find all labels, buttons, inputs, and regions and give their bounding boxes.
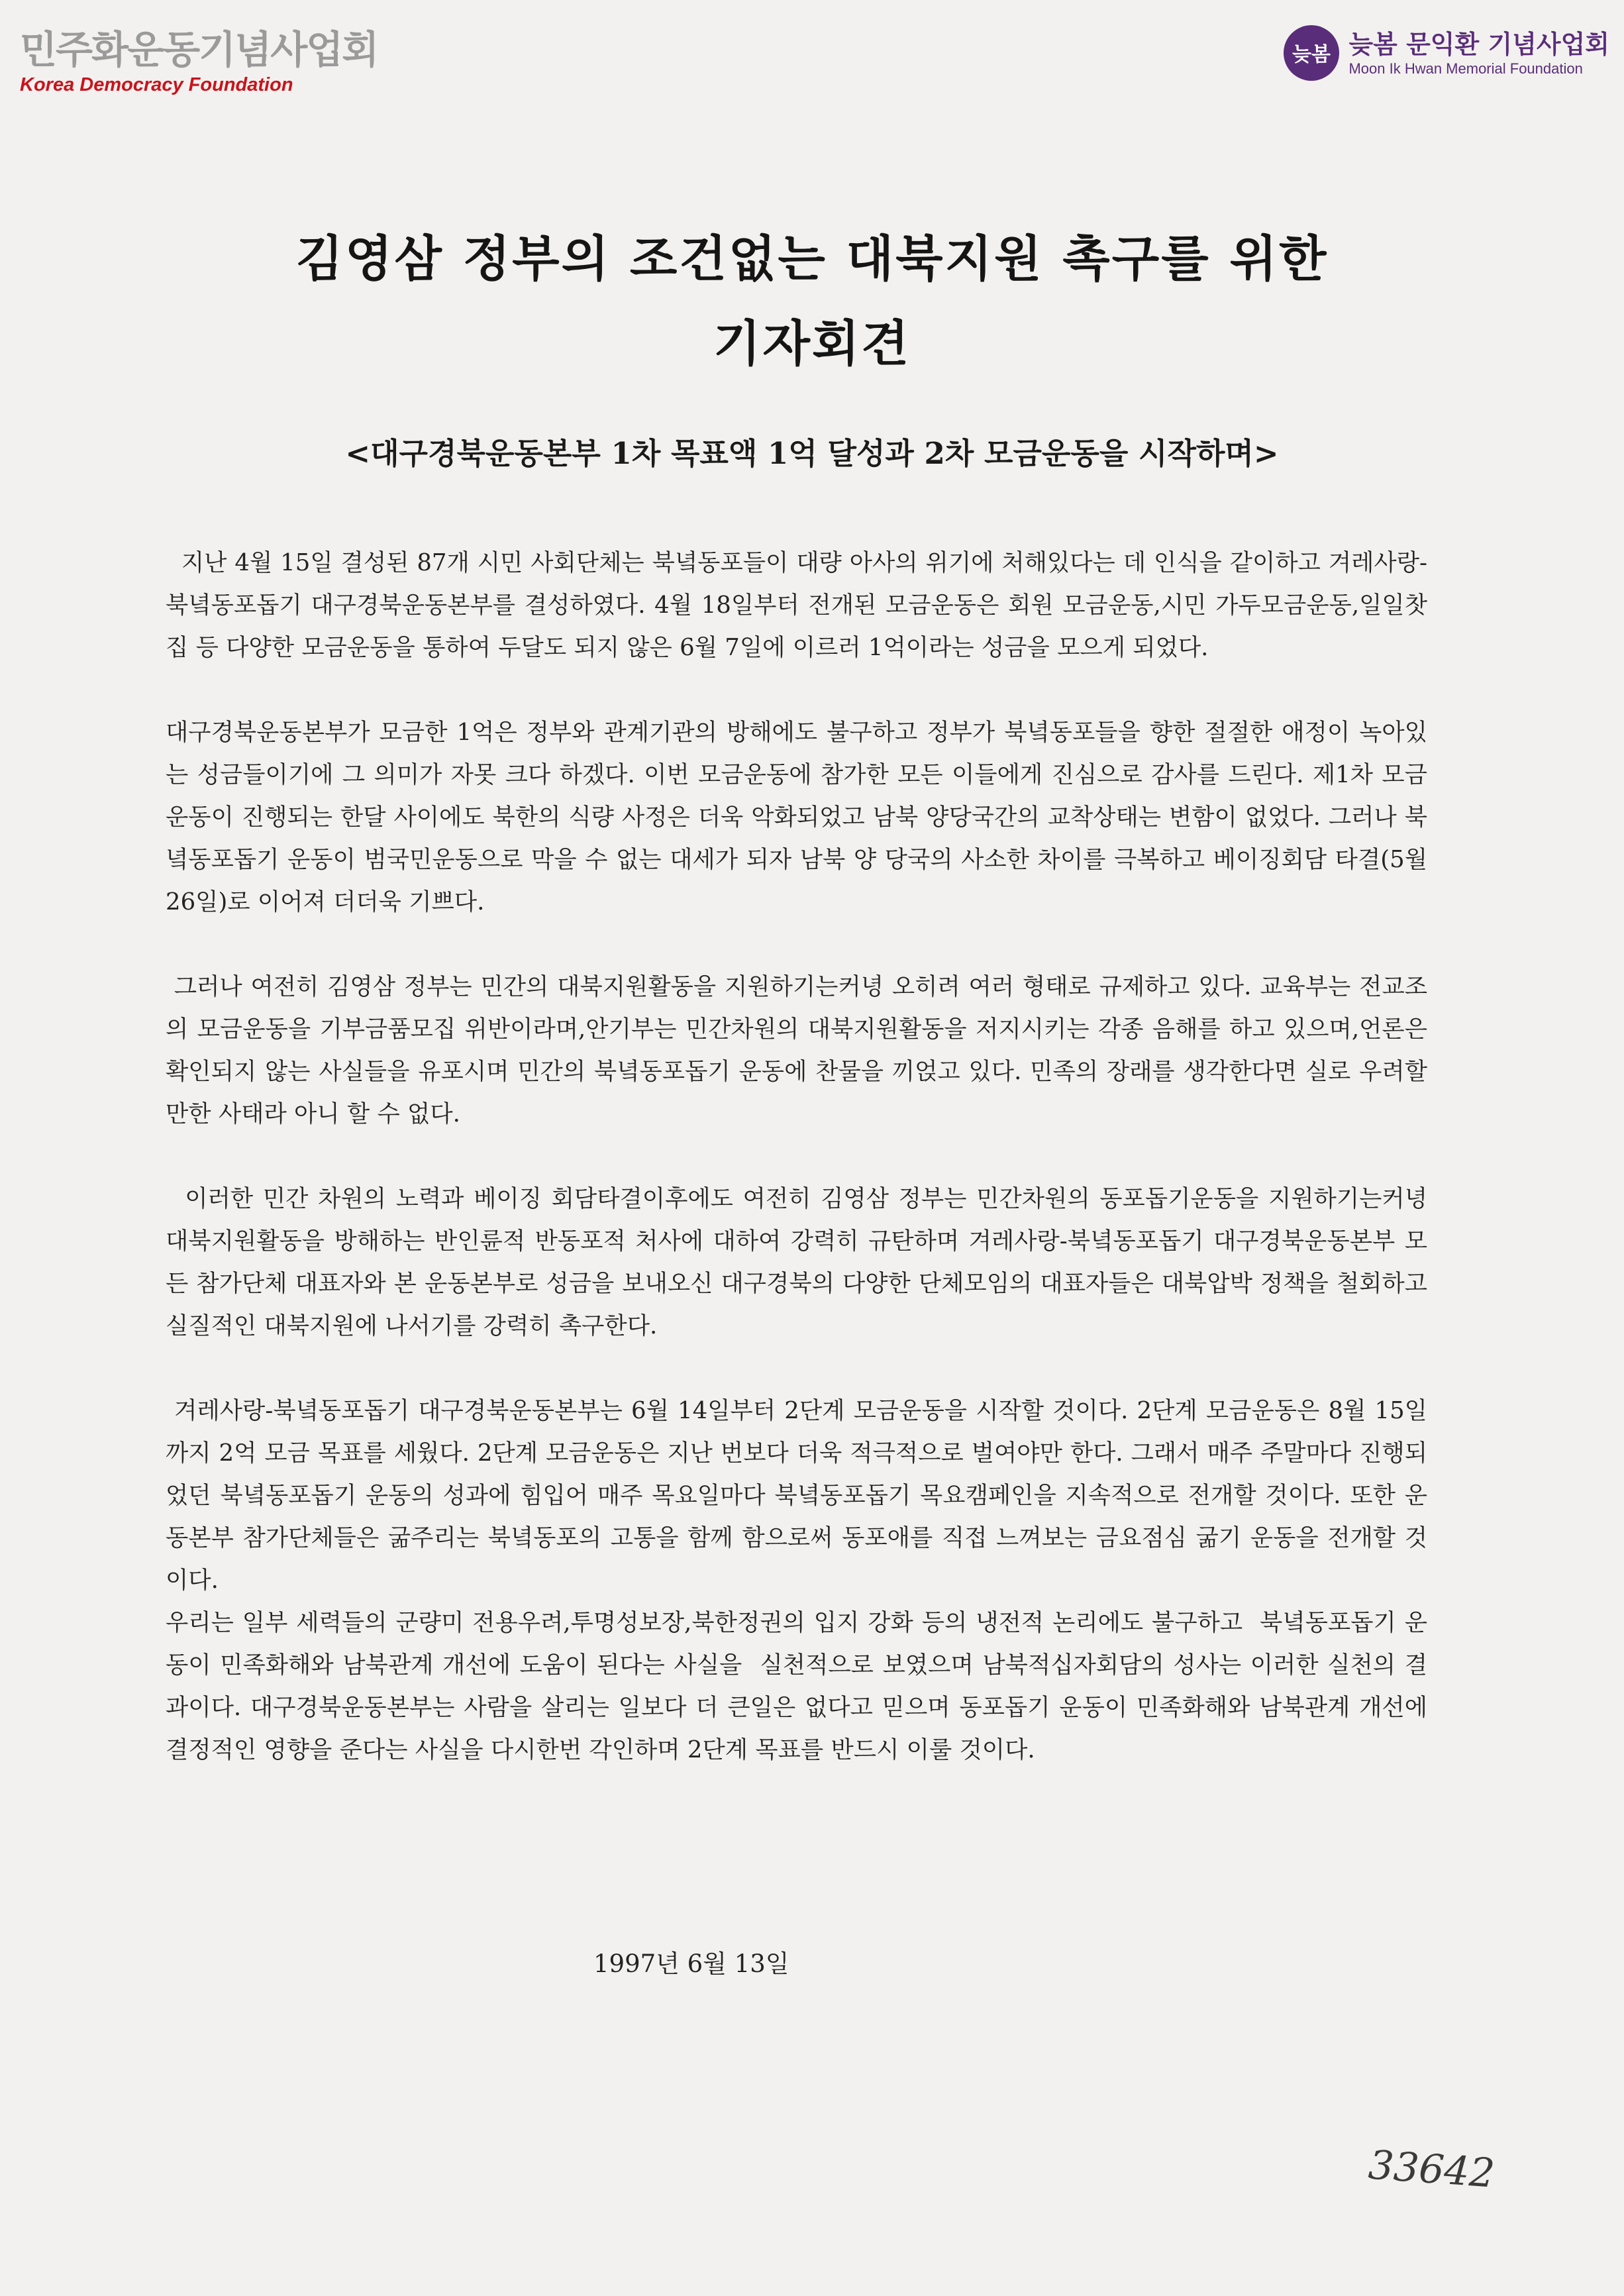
body-paragraph: 대구경북운동본부가 모금한 1억은 정부와 관계기관의 방해에도 불구하고 정부가 북녘동포들을 향한 절절한 애정이 녹아있는 성금들이기에 그 의미가 자못 크다 하겠다. 이번 모금운동에 참가한 모든 이들에게 진심으로 감사를 드린다. 제1차 모금운동이 진행되는 한달 사이에도 북한의 식량 사정은 더욱 악화되었고 남북 양당국간의 교착상태는 변함이 없었다. 그러나 북녘동포돕기 운동이 범국민운동으로 막을 수 없는 대세가 되자 남북 양 당국의 사소한 차이를 극복하고 베이징회담 타결(5월 26일)로 이어져 더더욱 기쁘다. <box>166 719 1435 915</box>
document-subtitle: <대구경북운동본부 1차 목표액 1억 달성과 2차 모금운동을 시작하며> <box>345 436 1279 471</box>
mih-logo-english: Moon Ik Hwan Memorial Foundation <box>1348 60 1583 77</box>
foundation-emblem-icon <box>1282 24 1341 82</box>
kdf-logo-korean: 민주화운동기념사업회 <box>20 27 378 72</box>
kdf-logo-english: Korea Democracy Foundation <box>20 74 293 95</box>
body-paragraph: 우리는 일부 세력들의 군량미 전용우려,투명성보장,북한정권의 입지 강화 등의 냉전적 논리에도 불구하고 북녘동포돕기 운동이 민족화해와 남북관계 개선에 도움이 된다는 사실을 실천적으로 보였으며 남북적십자회담의 성사는 이러한 실천의 결과이다. 대구경북운동본부는 사람을 살리는 일보다 더 큰일은 없다고 믿으며 동포돕기 운동이 민족화해와 남북관계 개선에 결정적인 영향을 준다는 사실을 다시한번 각인하며 2단계 목표를 반드시 이룰 것이다. <box>166 1609 1435 1763</box>
document-title-line-2: 기자회견 <box>713 315 911 372</box>
document-date: 1997년 6월 13일 <box>593 1950 789 1978</box>
emblem-text: 늦봄 <box>1292 43 1331 66</box>
document-body <box>166 542 1435 1771</box>
moon-ik-hwan-foundation-logo <box>1282 24 1609 82</box>
body-paragraph: 지난 4월 15일 결성된 87개 시민 사회단체는 북녘동포들이 대량 아사의 위기에 처해있다는 데 인식을 같이하고 겨레사랑-북녘동포돕기 대구경북운동본부를 결성하였다. 4월 18일부터 전개된 모금운동은 회원 모금운동,시민 가두모금운동,일일찻집 등 다양한 모금운동을 통하여 두달도 되지 않은 6월 7일에 이르러 1억이라는 성금을 모으게 되었다. <box>166 549 1427 661</box>
handwritten-archive-number: 33642 <box>1366 2142 1497 2197</box>
body-paragraph: 그러나 여전히 김영삼 정부는 민간의 대북지원활동을 지원하기는커녕 오히려 여러 형태로 규제하고 있다. 교육부는 전교조의 모금운동을 기부금품모집 위반이라며,안기부는 민간차원의 대북지원활동을 저지시키는 각종 음해를 하고 있으며,언론은 확인되지 않는 사실들을 유포시며 민간의 북녘동포돕기 운동에 찬물을 끼얹고 있다. 민족의 장래를 생각한다면 실로 우려할 만한 사태라 아니 할 수 없다. <box>166 973 1435 1127</box>
mih-logo-korean: 늦봄 문익환 기념사업회 <box>1348 30 1609 59</box>
body-paragraph: 겨레사랑-북녘동포돕기 대구경북운동본부는 6월 14일부터 2단계 모금운동을 시작할 것이다. 2단계 모금운동은 8월 15일까지 2억 모금 목표를 세웠다. 2단계 모금운동은 지난 번보다 더욱 적극적으로 벌여야만 한다. 그래서 매주 주말마다 진행되었던 북녘동포돕기 운동의 성과에 힘입어 매주 목요일마다 북녘동포돕기 목요캠페인을 지속적으로 전개할 것이다. 또한 운동본부 참가단체들은 굶주리는 북녘동포의 고통을 함께 함으로써 동포애를 직접 느껴보는 금요점심 굶기 운동을 전개할 것이다. <box>166 1397 1427 1594</box>
body-paragraph: 이러한 민간 차원의 노력과 베이징 회담타결이후에도 여전히 김영삼 정부는 민간차원의 동포돕기운동을 지원하기는커녕 대북지원활동을 방해하는 반인륜적 반동포적 처사에 대하여 강력히 규탄하며 겨레사랑-북녘동포돕기 대구경북운동본부 모든 참가단체 대표자와 본 운동본부로 성금을 보내오신 대구경북의 다양한 단체모임의 대표자들은 대북압박 정책을 철회하고 실질적인 대북지원에 나서기를 강력히 촉구한다. <box>166 1185 1435 1339</box>
document-title-line-1: 김영삼 정부의 조건없는 대북지원 촉구를 위한 <box>295 231 1329 287</box>
korea-democracy-foundation-logo <box>20 26 391 97</box>
